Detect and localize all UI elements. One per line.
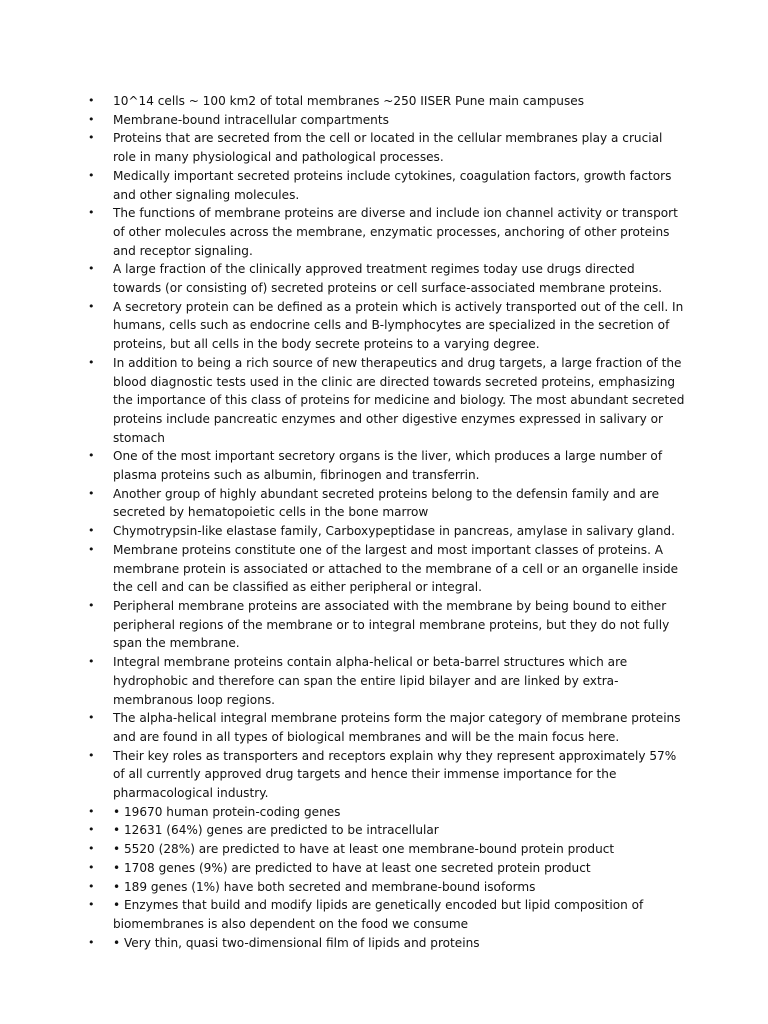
list-item-text: Another group of highly abundant secreted proteins belong to the defensin family and are secreted by hematopoietic cells in the bone marrow — [113, 486, 660, 520]
list-item — [86, 204, 686, 260]
list-item-text: Membrane proteins constitute one of the largest and most important classes of proteins. A membrane protein is associated or attached to the membrane of a cell or an organelle inside the cell and can be classified as either peripheral or integral. — [113, 542, 679, 595]
list-item — [86, 859, 686, 878]
list-item — [86, 92, 686, 111]
bullet-icon: • — [88, 860, 95, 874]
bullet-icon: • — [88, 542, 95, 556]
list-item-text: One of the most important secretory organs is the liver, which produces a large number of plasma proteins such as albumin, fibrinogen and transferrin. — [113, 449, 663, 483]
bullet-icon: • — [88, 935, 95, 949]
list-item-text: Chymotrypsin-like elastase family, Carboxypeptidase in pancreas, amylase in salivary gland. — [113, 524, 675, 539]
bullet-icon: • — [88, 655, 95, 669]
bullet-icon: • — [88, 486, 95, 500]
list-item — [86, 260, 686, 297]
bullet-icon: • — [88, 598, 95, 612]
list-item-text: Peripheral membrane proteins are associated with the membrane by being bound to either peripheral regions of the membrane or to integral membrane proteins, but they do not fully span the membrane. — [113, 598, 670, 651]
list-item — [86, 485, 686, 522]
list-item — [86, 821, 686, 840]
list-item-text: 10^14 cells ~ 100 km2 of total membranes ~250 IISER Pune main campuses — [113, 94, 584, 108]
bullet-icon: • — [88, 842, 95, 856]
list-item — [86, 653, 686, 709]
list-item-text: Their key roles as transporters and receptors explain why they represent approximately 57% of all currently approved drug targets and hence their immense importance for the pharmacological industry. — [113, 748, 677, 801]
list-item — [86, 447, 686, 484]
list-item — [86, 129, 686, 166]
list-item — [86, 747, 686, 803]
bullet-icon: • — [88, 94, 95, 107]
list-item — [86, 298, 686, 354]
list-item — [86, 522, 686, 541]
list-item-text: Medically important secreted proteins include cytokines, coagulation factors, growth factors and other signaling molecules. — [113, 168, 672, 202]
bullet-icon: • — [88, 355, 95, 369]
list-item-text: A large fraction of the clinically approved treatment regimes today use drugs directed towards (or consisting of) secreted proteins or cell surface-associated membrane proteins. — [113, 262, 663, 296]
bullet-icon: • — [88, 524, 95, 538]
list-item-text: Integral membrane proteins contain alpha-helical or beta-barrel structures which are hydrophobic and therefore can span the entire lipid bilayer and are linked by extra-membranous loop regions. — [113, 655, 628, 707]
bullet-icon: • — [88, 131, 95, 145]
list-item-text: Membrane-bound intracellular compartments — [113, 112, 389, 127]
bullet-icon: • — [88, 206, 95, 220]
list-item — [86, 597, 686, 653]
list-item — [86, 709, 686, 746]
bullet-icon: • — [88, 449, 95, 463]
list-item-text: • 19670 human protein-coding genes — [113, 804, 341, 819]
list-item-text: • Very thin, quasi two-dimensional film of lipids and proteins — [113, 935, 480, 950]
bullet-icon: • — [88, 711, 95, 725]
list-item — [86, 111, 686, 130]
bullet-icon: • — [88, 262, 95, 276]
bullet-icon: • — [88, 804, 95, 818]
bullet-icon: • — [88, 879, 95, 893]
list-item-text: • 5520 (28%) are predicted to have at least one membrane-bound protein product — [113, 842, 615, 857]
list-item-text: Proteins that are secreted from the cell or located in the cellular membranes play a crucial role in many physiological and pathological processes. — [113, 131, 663, 165]
list-item — [86, 934, 686, 953]
list-item — [86, 354, 686, 448]
list-item-text: • Enzymes that build and modify lipids are genetically encoded but lipid composition of biomembranes is also dependent on the food we consume — [113, 898, 644, 931]
list-item-text: In addition to being a rich source of new therapeutics and drug targets, a large fraction of the blood diagnostic tests used in the clinic are directed towards secreted proteins, emphasizing the importance of this class of proteins for medicine and biology. The most abundant secreted proteins include pancreatic enzymes and other digestive enzymes expressed in salivary or stomach — [113, 355, 685, 445]
list-item-text: • 12631 (64%) genes are predicted to be intracellular — [113, 823, 439, 838]
bullet-icon: • — [88, 898, 95, 912]
list-item-text: • 1708 genes (9%) are predicted to have at least one secreted protein product — [113, 860, 591, 875]
bullet-icon: • — [88, 168, 95, 182]
bullet-list — [86, 92, 686, 952]
list-item — [86, 896, 686, 933]
bullet-icon: • — [88, 299, 95, 313]
list-item — [86, 803, 686, 822]
list-item — [86, 541, 686, 597]
list-item — [86, 878, 686, 897]
list-item-text: The functions of membrane proteins are diverse and include ion channel activity or transport of other molecules across the membrane, enzymatic processes, anchoring of other proteins and receptor signaling. — [113, 206, 678, 258]
list-item — [86, 840, 686, 859]
list-item-text: The alpha-helical integral membrane proteins form the major category of membrane proteins and are found in all types of biological membranes and will be the main focus here. — [113, 711, 681, 744]
list-item-text: • 189 genes (1%) have both secreted and membrane-bound isoforms — [113, 879, 536, 894]
bullet-icon: • — [88, 823, 95, 837]
bullet-icon: • — [88, 112, 95, 126]
bullet-icon: • — [88, 748, 95, 762]
list-item — [86, 167, 686, 204]
list-item-text: A secretory protein can be defined as a protein which is actively transported out of the cell. In humans, cells such as endocrine cells and B-lymphocytes are specialized in the secretion of proteins, but all cells in the body secrete proteins to a varying degree. — [113, 299, 684, 352]
